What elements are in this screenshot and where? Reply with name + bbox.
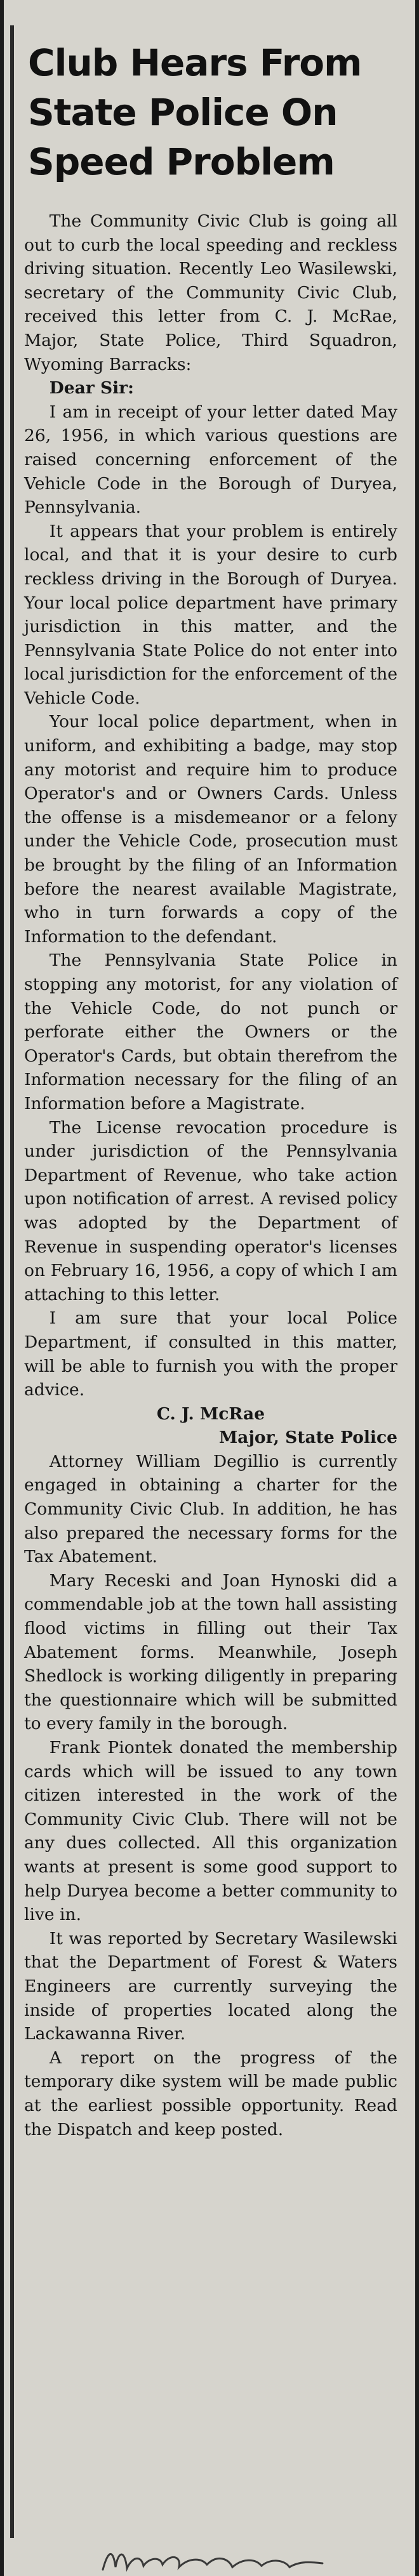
letter-paragraph: I am in receipt of your letter dated May 26, 1956, in which various questions are raised concerning enforcement of the Vehicle Code in the Borough of Duryea, Pennsylvania. [24,402,397,518]
closing-paragraph: It was reported by Secretary Wasilewski that the Department of Forest & Waters Engineers are currently surveying the inside of properties located along the Lackawanna River. [24,1928,397,2044]
signature-name: C. J. McRae [156,1403,265,1424]
headline [28,38,397,187]
headline-line: State Police On [28,91,338,134]
handwritten-annotation [99,2539,328,2576]
letter-paragraph: Your local police department, when in uniform, and exhibiting a badge, may stop any motorist and require him to produce Operator's and or Owners Cards. Unless the offense is a misdemeanor or a felony under the Vehicle Code, prosecution must be brought by the filing of an Information before the nearest available Magistrate, who in turn forwards a copy of the Information to the defendant. [24,712,397,947]
newspaper-clipping [4,0,415,2576]
intro-paragraph: The Community Civic Club is going all out to curb the local speeding and reckless driving situation. Recently Leo Wasilewski, secretary of the Community Civic Club, received this letter from C. J. McRae, Major, State Police, Third Squadron, Wyoming Barracks: [24,211,397,374]
signature-title: Major, State Police [218,1428,397,1448]
closing-paragraph: Frank Piontek donated the membership cards which will be issued to any town citizen interested in the work of the Community Civic Club. There will not be any dues collected. All this organization wants at present is some good support to help Duryea become a better community to live in. [24,1738,397,1925]
closing-paragraph: A report on the progress of the temporary dike system will be made public at the earliest possible opportunity. Read the Dispatch and keep posted. [24,2047,397,2139]
letter-paragraph: It appears that your problem is entirely local, and that it is your desire to curb reckless driving in the Borough of Duryea. Your local police department have primary jurisdiction in this matter, and the Pennsylvania State Police do not enter into local jurisdiction for the enforcement of the Vehicle Code. [24,521,397,708]
closing-paragraph: Mary Receski and Joan Hynoski did a commendable job at the town hall assisting flood victims in filling out their Tax Abatement forms. Meanwhile, Joseph Shedlock is working diligently in preparing the questionnaire which will be submitted to every family in the borough. [24,1570,397,1734]
column-rule [10,25,14,2538]
letter-paragraph: The License revocation procedure is under jurisdiction of the Pennsylvania Department of Revenue, who take action upon notification of arrest. A revised policy was adopted by the Department of Revenue in suspending operator's licenses on February 16, 1956, a copy of which I am attaching to this letter. [24,1117,397,1304]
closing-paragraph: Attorney William Degillio is currently engaged in obtaining a charter for the Community Civic Club. In addition, he has also prepared the necessary forms for the Tax Abatement. [24,1451,397,1567]
letter-salutation: Dear Sir: [49,378,134,398]
letter-paragraph: The Pennsylvania State Police in stopping any motorist, for any violation of the Vehicle Code, do not punch or perforate either the Owners or the Operator's Cards, but obtain therefrom the Information necessary for the filing of an Information before a Magistrate. [24,950,397,1114]
letter-paragraph: I am sure that your local Police Department, if consulted in this matter, will be able to furnish you with the proper advice. [24,1308,397,1400]
headline-line: Speed Problem [28,140,335,183]
headline-line: Club Hears From [28,41,362,84]
